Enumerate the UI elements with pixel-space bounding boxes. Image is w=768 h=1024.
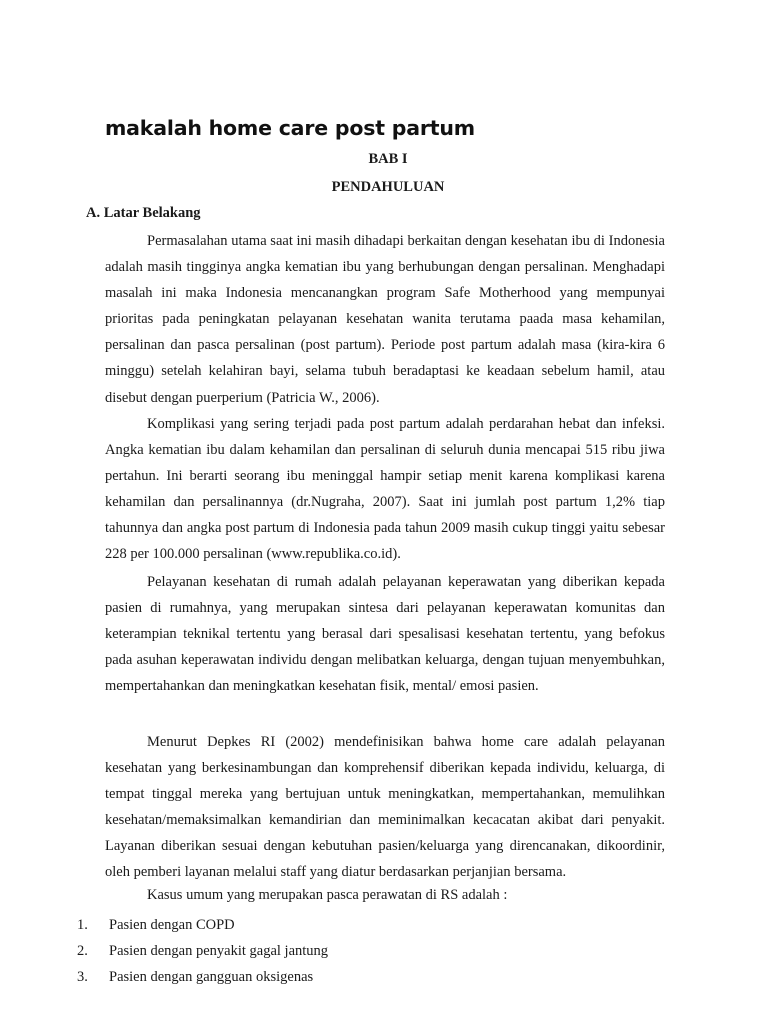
chapter-title: PENDAHULUAN — [331, 179, 445, 195]
paragraph: Pelayanan kesehatan di rumah adalah pelayanan keperawatan yang diberikan kepada pasien di rumahnya, yang merupakan sintesa dari pelayanan keperawatan komunitas dan keterampian teknikal tertentu yang berasal dari spesalisasi kesehatan tertentu, yang befokus pada asuhan keperawatan individu dengan melibatkan keluarga, dengan tujuan menyembuhkan, mempertahankan dan meningkatkan kesehatan fisik, mental/ emosi pasien. — [105, 574, 665, 695]
list-number: 1. — [77, 917, 88, 933]
list-number: 2. — [77, 943, 88, 960]
list-number: 3. — [77, 969, 88, 986]
paragraph: Menurut Depkes RI (2002) mendefinisikan bahwa home care adalah pelayanan kesehatan yang berkesinambungan dan komprehensif diberikan kepada individu, keluarga, di tempat tinggal mereka yang bertujuan untuk meningkatkan, mempertahankan, memulihkan kesehatan/memaksimalkan kemandirian dan meminimalkan kecacatan akibat dari penyakit. Layanan diberikan sesuai dengan kebutuhan pasien/keluarga yang direncanakan, dikoordinir, oleh pemberi layanan melalui staff yang diatur berdasarkan perjanjian bersama. — [105, 734, 665, 881]
paragraph: Permasalahan utama saat ini masih dihadapi berkaitan dengan kesehatan ibu di Indonesia adalah masih tingginya angka kematian ibu yang berhubungan dengan persalinan. Menghadapi masalah ini maka Indonesia mencanangkan program Safe Motherhood yang mempunyai prioritas pada peningkatan pelayanan kesehatan wanita terutama paada masa kehamilan, persalinan dan pasca persalinan (post partum). Periode post partum adalah masa (kira-kira 6 minggu) setelah kelahiran bayi, selama tubuh beradaptasi ke keadaan sebelum hamil, atau disebut dengan puerperium (Patricia W., 2006). — [105, 233, 665, 406]
paragraph: Komplikasi yang sering terjadi pada post partum adalah perdarahan hebat dan infeksi. Angka kematian ibu dalam kehamilan dan persalinan di seluruh dunia mencapai 515 ribu jiwa pertahun. Ini berarti seorang ibu meninggal hampir setiap menit karena komplikasi karena kehamilan dan persalinannya (dr.Nugraha, 2007). Saat ini jumlah post partum 1,2% tiap tahunnya dan angka post partum di Indonesia pada tahun 2009 masih cukup tinggi yaitu sebesar 228 per 100.000 persalinan (www.republika.co.id). — [105, 416, 665, 563]
document-title: makalah home care post partum — [105, 116, 475, 140]
list-item-text: Pasien dengan penyakit gagal jantung — [109, 943, 329, 960]
chapter-heading: BAB I — [368, 151, 408, 167]
list-item-text: Pasien dengan gangguan oksigenas — [109, 969, 314, 986]
list-item-text: Pasien dengan COPD — [109, 917, 235, 933]
list-intro: Kasus umum yang merupakan pasca perawatan di RS adalah : — [147, 887, 508, 903]
section-heading: A. Latar Belakang — [86, 205, 201, 221]
